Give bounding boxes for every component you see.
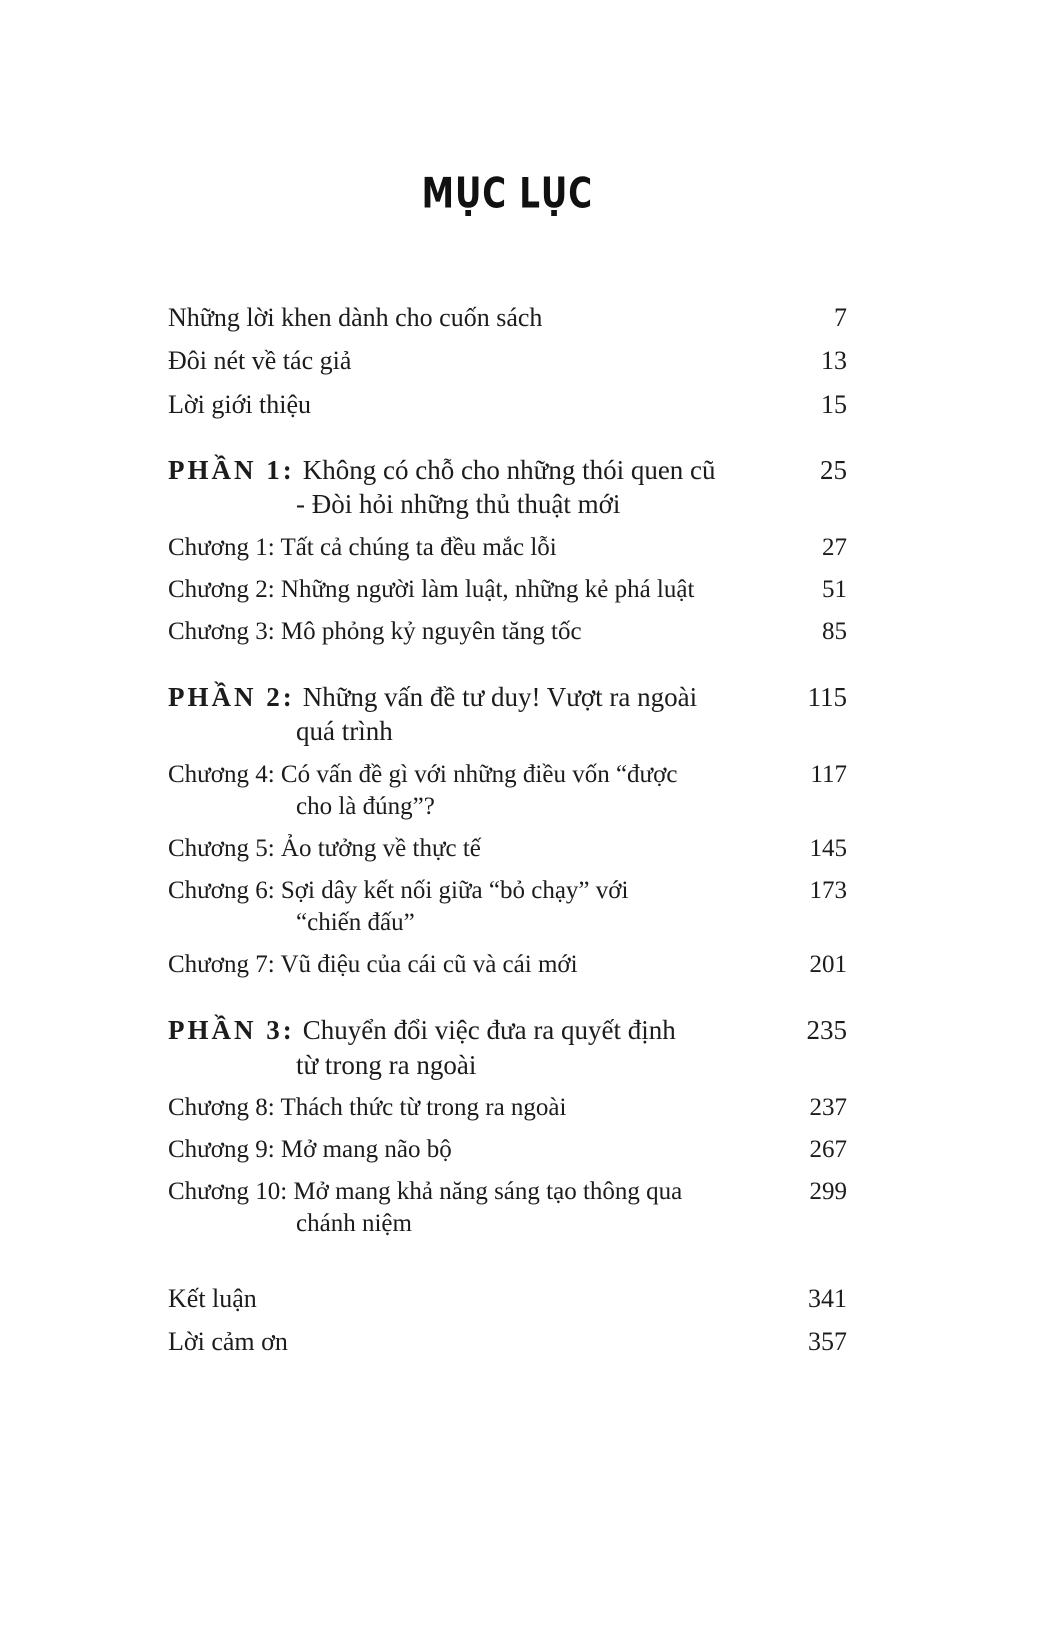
toc-entry-page: 173 (809, 876, 847, 904)
toc-entry-chapter (168, 574, 847, 606)
toc-entry (168, 1282, 847, 1315)
toc-entry-page: 15 (821, 389, 847, 419)
toc-entry-chapter (168, 759, 847, 823)
toc-entry-chapter (168, 1134, 847, 1166)
toc-entry-chapter (168, 875, 847, 939)
toc-entry-label: Chương 3: Mô phỏng kỷ nguyên tăng tốc (168, 617, 582, 645)
toc-entry (168, 1325, 847, 1358)
toc-entry-chapter (168, 1092, 847, 1124)
toc-entry-label (168, 1176, 682, 1240)
toc-entry-label: Lời cảm ơn (168, 1327, 288, 1357)
toc-group-front-matter (168, 301, 847, 421)
part-title-text: Những vấn đề tư duy! Vượt ra ngoài (302, 681, 698, 712)
toc-entry-page: 25 (820, 454, 847, 485)
toc-entry-page: 7 (834, 303, 847, 332)
chapter-title-text: Chương 10: Mở mang khả năng sáng tạo thông qua (168, 1178, 683, 1206)
toc-entry-label: Chương 5: Ảo tưởng về thực tế (168, 834, 481, 862)
part-number-label: PHẦN 2: (168, 681, 295, 712)
toc-group-back-matter (168, 1282, 847, 1359)
page-title (168, 169, 847, 218)
toc-entry-label (168, 759, 677, 823)
toc-entry-page: 357 (808, 1327, 847, 1357)
toc-entry-page: 237 (809, 1094, 847, 1122)
part-title-text: Chuyển đổi việc đưa ra quyết định (302, 1014, 676, 1045)
toc-entry-label: Chương 7: Vũ điệu của cái cũ và cái mới (168, 950, 578, 978)
toc-entry-page: 235 (806, 1014, 847, 1045)
toc-entry-page: 115 (807, 681, 847, 712)
toc-entry-label: Chương 1: Tất cả chúng ta đều mắc lỗi (168, 533, 557, 561)
toc-entry-label (168, 1013, 676, 1082)
toc-entry (168, 301, 847, 334)
toc-entry-chapter (168, 1176, 847, 1240)
toc-entry-label: Kết luận (168, 1284, 257, 1314)
toc-entry-page: 267 (809, 1136, 847, 1164)
page-title-text: MỤC LỤC (421, 169, 594, 218)
chapter-title-text: Chương 6: Sợi dây kết nối giữa “bỏ chạy” với (168, 876, 629, 904)
toc-entry-page: 299 (809, 1178, 847, 1206)
part-title-text: Không có chỗ cho những thói quen cũ (302, 454, 716, 485)
toc-entry-page: 27 (822, 533, 847, 561)
toc-entry-label: Những lời khen dành cho cuốn sách (168, 303, 543, 332)
toc-group-part-2 (168, 680, 847, 981)
toc-entry-page: 341 (808, 1284, 847, 1314)
toc-entry-chapter (168, 532, 847, 564)
part-number-label: PHẦN 3: (168, 1014, 295, 1045)
toc-entry-label (168, 680, 697, 749)
toc-entry-continuation: chánh niệm (296, 1210, 412, 1238)
toc-entry (168, 344, 847, 377)
toc-entry-chapter (168, 616, 847, 648)
toc-entry-part (168, 680, 847, 749)
part-number-label: PHẦN 1: (168, 454, 295, 485)
toc-entry-label: Lời giới thiệu (168, 389, 312, 419)
toc-group-part-1 (168, 453, 847, 648)
toc-entry-continuation: quá trình (296, 716, 393, 747)
toc-entry (168, 388, 847, 421)
chapter-title-text: Chương 4: Có vấn đề gì với những điều vốn “được (168, 760, 678, 788)
toc-entry-label: Đôi nét về tác giả (168, 346, 352, 376)
toc-entry-page: 85 (822, 617, 847, 645)
toc-group-part-3 (168, 1013, 847, 1240)
toc-entry-label (168, 875, 628, 939)
toc-entry-page: 201 (809, 950, 847, 978)
toc-entry-part (168, 1013, 847, 1082)
toc-entry-page: 117 (810, 760, 847, 788)
toc-entry-continuation: - Đòi hỏi những thủ thuật mới (296, 489, 621, 520)
toc-entry-page: 13 (821, 346, 847, 376)
toc-entry-page: 145 (809, 834, 847, 862)
toc-entry-part (168, 453, 847, 522)
toc-entry-label: Chương 9: Mở mang não bộ (168, 1136, 452, 1164)
toc-entry-continuation: “chiến đấu” (296, 908, 415, 936)
toc-entry-label (168, 453, 716, 522)
toc-entry-chapter (168, 833, 847, 865)
toc-entry-chapter (168, 949, 847, 981)
toc-entry-label: Chương 8: Thách thức từ trong ra ngoài (168, 1094, 567, 1122)
toc-entry-continuation: từ trong ra ngoài (296, 1049, 477, 1080)
toc-entry-label: Chương 2: Những người làm luật, những kẻ phá luật (168, 575, 695, 603)
toc-entry-page: 51 (822, 575, 847, 603)
toc-entry-continuation: cho là đúng”? (296, 792, 435, 820)
